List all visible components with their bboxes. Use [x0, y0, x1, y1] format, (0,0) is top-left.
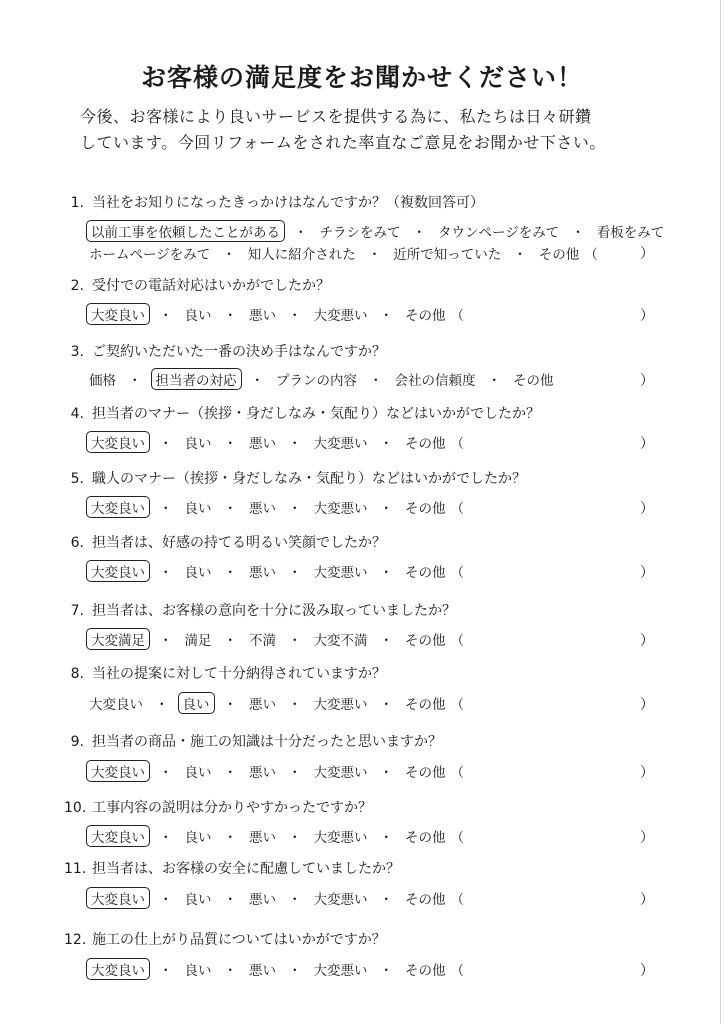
option-separator: ・ — [288, 501, 302, 517]
question-text: 当社の提案に対して十分納得されていますか？ — [92, 666, 386, 682]
option-separator: ・ — [513, 247, 527, 263]
answer-option[interactable]: その他 — [538, 247, 580, 263]
option-separator: ・ — [288, 697, 302, 713]
answer-option[interactable]: 大変良い — [89, 697, 143, 713]
answer-option[interactable]: 良い — [184, 436, 212, 452]
option-separator: ・ — [222, 247, 236, 263]
option-separator: ・ — [288, 633, 302, 649]
option-separator: ・ — [223, 501, 237, 517]
intro-text — [80, 104, 680, 156]
option-separator: ・ — [223, 633, 237, 649]
answer-option[interactable]: 不満 — [249, 633, 276, 649]
answer-option[interactable]: 知人に紹介された — [247, 247, 356, 263]
other-open-paren: （ — [450, 565, 464, 581]
answer-option-selected[interactable]: 担当者の対応 — [151, 368, 242, 390]
question-12 — [64, 929, 664, 949]
option-separator: ・ — [159, 765, 173, 781]
question-7 — [64, 600, 664, 620]
question-number: 1. — [70, 195, 84, 211]
answer-option[interactable]: 良い — [184, 892, 212, 908]
other-open-paren: （ — [450, 830, 464, 846]
option-separator: ・ — [288, 436, 302, 452]
other-close-paren: ） — [640, 436, 654, 452]
option-separator: ・ — [223, 963, 237, 979]
answer-option[interactable]: 大変悪い — [313, 963, 368, 979]
answer-option[interactable]: 良い — [184, 830, 212, 846]
answer-option[interactable]: 大変悪い — [313, 501, 368, 517]
answer-option-selected[interactable]: 良い — [178, 692, 215, 714]
question-number: 2. — [70, 278, 84, 294]
other-close-paren: ） — [640, 633, 654, 649]
option-separator: ・ — [379, 830, 393, 846]
option-separator: ・ — [379, 892, 393, 908]
answer-option-selected[interactable]: 大変良い — [86, 431, 150, 453]
answer-option[interactable]: その他 — [405, 697, 446, 713]
option-separator: ・ — [288, 565, 302, 581]
answer-option[interactable]: その他 — [405, 830, 446, 846]
answer-option[interactable]: その他 — [513, 373, 554, 389]
answer-option[interactable]: 大変悪い — [313, 765, 368, 781]
option-separator: ・ — [223, 765, 237, 781]
option-separator: ・ — [155, 697, 169, 713]
option-separator: ・ — [223, 308, 237, 324]
page-edge — [720, 0, 721, 1024]
question-10 — [64, 797, 664, 817]
answer-option[interactable]: 大変悪い — [313, 436, 368, 452]
question-text: 担当者の商品・施工の知識は十分だったと思いますか？ — [92, 734, 442, 750]
option-separator: ・ — [294, 225, 308, 241]
option-separator: ・ — [379, 697, 393, 713]
answer-option[interactable]: 大変悪い — [313, 892, 368, 908]
option-separator: ・ — [223, 697, 237, 713]
answer-option[interactable]: 悪い — [249, 830, 276, 846]
answer-option[interactable]: その他 — [405, 308, 446, 324]
other-close-paren: ） — [640, 565, 654, 581]
question-1 — [64, 192, 664, 212]
answer-option[interactable]: ホームページをみて — [89, 247, 211, 263]
answer-option[interactable]: 悪い — [249, 765, 276, 781]
question-number: 12. — [64, 932, 87, 948]
question-text: 受付での電話対応はいかがでしたか？ — [92, 278, 330, 294]
answer-options — [86, 825, 656, 847]
other-open-paren: （ — [450, 501, 464, 517]
intro-line: しています。今回リフォームをされた率直なご意見をお聞かせ下さい。 — [80, 133, 606, 152]
answer-option[interactable]: 良い — [184, 565, 212, 581]
question-number: 3. — [70, 344, 84, 360]
answer-option[interactable]: 良い — [184, 308, 212, 324]
option-separator: ・ — [223, 830, 237, 846]
option-separator: ・ — [159, 892, 173, 908]
other-open-paren: （ — [450, 308, 464, 324]
other-close-paren: ） — [640, 963, 654, 979]
question-8 — [64, 663, 664, 683]
answer-options — [86, 243, 656, 263]
answer-option[interactable]: 会社の信頼度 — [394, 373, 476, 389]
question-3 — [64, 341, 664, 361]
question-number: 10. — [64, 800, 87, 816]
answer-options — [86, 431, 656, 453]
option-separator: ・ — [223, 436, 237, 452]
option-separator: ・ — [379, 963, 393, 979]
option-separator: ・ — [159, 436, 173, 452]
question-text: 工事内容の説明は分かりやすかったですか？ — [92, 800, 372, 816]
other-close-paren: ） — [640, 892, 654, 908]
option-separator: ・ — [159, 963, 173, 979]
option-separator: ・ — [369, 373, 383, 389]
answer-option[interactable]: その他 — [405, 633, 446, 649]
answer-options — [86, 692, 656, 714]
option-separator: ・ — [159, 830, 173, 846]
answer-options — [86, 220, 665, 242]
answer-option-selected[interactable]: 大変満足 — [86, 628, 150, 650]
option-separator: ・ — [159, 633, 173, 649]
answer-option[interactable]: 価格 — [89, 373, 116, 389]
option-separator: ・ — [367, 247, 382, 263]
other-open-paren: （ — [584, 247, 598, 263]
answer-option[interactable]: その他 — [405, 892, 446, 908]
answer-option[interactable]: 大変悪い — [313, 830, 368, 846]
answer-option[interactable]: 満足 — [184, 633, 212, 649]
answer-option[interactable]: プランの内容 — [276, 373, 357, 389]
other-close-paren: ） — [640, 308, 654, 324]
answer-option[interactable]: その他 — [405, 565, 446, 581]
question-number: 9. — [70, 734, 84, 750]
answer-option-selected[interactable]: 大変良い — [86, 825, 150, 847]
option-separator: ・ — [379, 308, 393, 324]
other-close-paren: ） — [640, 830, 654, 846]
option-separator: ・ — [250, 373, 264, 389]
option-separator: ・ — [379, 565, 393, 581]
other-close-paren: ） — [640, 765, 654, 781]
answer-option[interactable]: その他 — [405, 963, 446, 979]
question-text: 施工の仕上がり品質についてはいかがですか？ — [92, 932, 386, 948]
answer-option[interactable]: 大変悪い — [313, 565, 368, 581]
option-separator: ・ — [288, 830, 302, 846]
question-text: 担当者は、お客様の意向を十分に汲み取っていましたか？ — [92, 603, 456, 619]
answer-option[interactable]: 看板をみて — [596, 225, 665, 241]
answer-options — [86, 958, 656, 980]
other-open-paren: （ — [450, 436, 464, 452]
question-text: 職人のマナー（挨拶・身だしなみ・気配り）などはいかがでしたか？ — [92, 471, 526, 487]
other-close-paren: ） — [640, 373, 654, 389]
option-separator: ・ — [379, 501, 393, 517]
answer-option-selected[interactable]: 大変良い — [86, 887, 150, 909]
answer-option[interactable]: 悪い — [249, 892, 276, 908]
question-9 — [64, 731, 664, 751]
question-6 — [64, 532, 664, 552]
answer-option[interactable]: 悪い — [249, 501, 276, 517]
answer-option[interactable]: その他 — [405, 436, 446, 452]
answer-options — [86, 496, 656, 518]
answer-option[interactable]: 悪い — [249, 963, 276, 979]
question-11 — [64, 858, 664, 878]
answer-options — [86, 760, 656, 782]
option-separator: ・ — [379, 765, 393, 781]
question-number: 4. — [70, 406, 84, 422]
other-open-paren: （ — [450, 892, 464, 908]
option-separator: ・ — [223, 565, 237, 581]
answer-option-selected[interactable]: 大変良い — [86, 560, 150, 582]
intro-line: 今後、お客様により良いサービスを提供する為に、私たちは日々研鑽 — [80, 107, 592, 126]
answer-option[interactable]: その他 — [405, 765, 446, 781]
question-text: 担当者は、好感の持てる明るい笑顔でしたか？ — [92, 535, 386, 551]
answer-option[interactable]: 悪い — [249, 308, 276, 324]
question-4 — [64, 403, 664, 423]
answer-options — [86, 560, 656, 582]
answer-option[interactable]: チラシをみて — [319, 225, 401, 241]
other-open-paren: （ — [450, 963, 464, 979]
answer-option[interactable]: 大変悪い — [313, 697, 368, 713]
answer-options — [86, 887, 656, 909]
answer-option[interactable]: 悪い — [249, 565, 276, 581]
page-title: お客様の満足度をお聞かせください！ — [140, 63, 583, 92]
option-separator: ・ — [159, 501, 173, 517]
option-separator: ・ — [379, 436, 393, 452]
question-number: 11. — [64, 861, 87, 877]
option-separator: ・ — [571, 225, 585, 241]
other-open-paren: （ — [450, 633, 464, 649]
question-2 — [64, 275, 664, 295]
option-separator: ・ — [288, 963, 302, 979]
answer-option-selected[interactable]: 大変良い — [86, 496, 150, 518]
question-number: 7. — [70, 603, 84, 619]
answer-option[interactable]: その他 — [405, 501, 446, 517]
answer-option[interactable]: 悪い — [249, 697, 276, 713]
option-separator: ・ — [159, 565, 173, 581]
question-text: ご契約いただいた一番の決め手はなんですか？ — [92, 344, 386, 360]
question-number: 8. — [70, 666, 84, 682]
option-separator: ・ — [288, 308, 302, 324]
option-separator: ・ — [288, 892, 302, 908]
answer-option[interactable]: 良い — [184, 501, 212, 517]
question-number: 5. — [70, 471, 84, 487]
other-open-paren: （ — [450, 765, 464, 781]
question-text: 担当者のマナー（挨拶・身だしなみ・気配り）などはいかがでしたか？ — [92, 406, 540, 422]
answer-option-selected[interactable]: 大変良い — [86, 958, 150, 980]
question-number: 6. — [70, 535, 84, 551]
answer-option[interactable]: 悪い — [249, 436, 276, 452]
other-open-paren: （ — [450, 697, 464, 713]
answer-option-selected[interactable]: 大変良い — [86, 760, 150, 782]
answer-options — [86, 303, 656, 325]
question-5 — [64, 468, 664, 488]
answer-options — [86, 628, 656, 650]
answer-option-selected[interactable]: 大変良い — [86, 303, 150, 325]
answer-option[interactable]: タウンページをみて — [438, 225, 560, 241]
answer-option[interactable]: 大変不満 — [313, 633, 368, 649]
option-separator: ・ — [159, 308, 173, 324]
other-close-paren: ） — [640, 246, 654, 262]
option-separator: ・ — [223, 892, 237, 908]
option-separator: ・ — [288, 765, 302, 781]
other-close-paren: ） — [640, 501, 654, 517]
option-separator: ・ — [379, 633, 393, 649]
answer-option-selected[interactable]: 以前工事を依頼したことがある — [86, 220, 285, 242]
question-text: 担当者は、お客様の安全に配慮していましたか？ — [92, 861, 400, 877]
option-separator: ・ — [128, 373, 142, 389]
option-separator: ・ — [412, 225, 426, 241]
answer-options — [86, 368, 656, 390]
question-text: 当社をお知りになったきっかけはなんですか？（複数回答可） — [92, 195, 484, 211]
option-separator: ・ — [487, 373, 501, 389]
other-close-paren: ） — [640, 697, 654, 713]
answer-option[interactable]: 良い — [184, 963, 212, 979]
answer-option[interactable]: 近所で知っていた — [393, 247, 502, 263]
answer-option[interactable]: 大変悪い — [313, 308, 368, 324]
answer-option[interactable]: 良い — [184, 765, 212, 781]
